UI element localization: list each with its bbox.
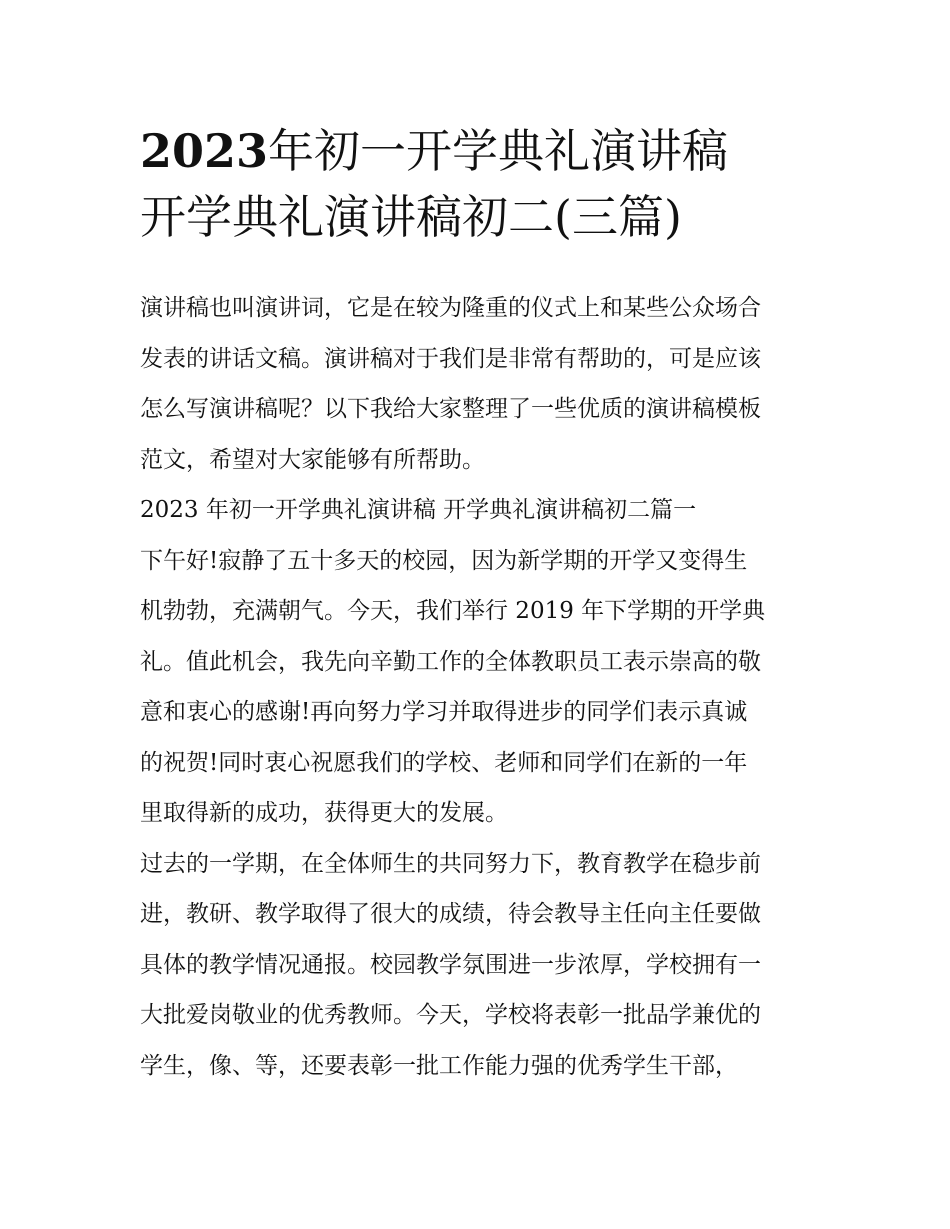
text-line: 下午好!寂静了五十多天的校园，因为新学期的开学又变得生 bbox=[140, 547, 748, 574]
text-line: 演讲稿也叫演讲词，它是在较为隆重的仪式上和某些公众场合 bbox=[140, 295, 761, 321]
paragraph-review bbox=[140, 839, 820, 1092]
text-line: 机勃勃，充满朝气。今天，我们举行 2019 年下学期的开学典 bbox=[140, 598, 766, 624]
document-body bbox=[140, 283, 820, 1091]
text-line: 2023 年初一开学典礼演讲稿 开学典礼演讲稿初二篇一 bbox=[140, 497, 697, 523]
title-line-1-text: 年初一开学典礼演讲稿 bbox=[268, 124, 729, 178]
paragraph-greeting bbox=[140, 536, 820, 839]
text-line: 礼。值此机会，我先向辛勤工作的全体教职员工表示崇高的敬 bbox=[140, 648, 761, 675]
text-line: 进，教研、教学取得了很大的成绩，待会教导主任向主任要做 bbox=[140, 901, 761, 927]
text-line: 怎么写演讲稿呢？以下我给大家整理了一些优质的演讲稿模板 bbox=[140, 396, 761, 422]
text-line: 里取得新的成功，获得更大的发展。 bbox=[140, 800, 508, 826]
document-title bbox=[140, 118, 820, 250]
text-line: 的祝贺!同时衷心祝愿我们的学校、老师和同学们在新的一年 bbox=[140, 749, 748, 776]
text-line: 大批爱岗敬业的优秀教师。今天，学校将表彰一批品学兼优的 bbox=[140, 1002, 761, 1028]
paragraph-intro bbox=[140, 283, 820, 485]
title-line-1 bbox=[140, 118, 820, 184]
title-line-2: 开学典礼演讲稿初二(三篇) bbox=[140, 190, 682, 244]
text-line: 过去的一学期，在全体师生的共同努力下，教育教学在稳步前 bbox=[140, 850, 761, 877]
text-line: 范文，希望对大家能够有所帮助。 bbox=[140, 446, 485, 473]
section-heading bbox=[140, 485, 820, 536]
text-line: 学生，像、等，还要表彰一批工作能力强的优秀学生干部， bbox=[140, 1052, 738, 1079]
text-line: 意和衷心的感谢!再向努力学习并取得进步的同学们表示真诚 bbox=[140, 699, 748, 725]
text-line: 具体的教学情况通报。校园教学氛围进一步浓厚，学校拥有一 bbox=[140, 951, 761, 978]
title-year: 2023 bbox=[140, 124, 269, 178]
text-line: 发表的讲话文稿。演讲稿对于我们是非常有帮助的，可是应该 bbox=[140, 345, 761, 372]
